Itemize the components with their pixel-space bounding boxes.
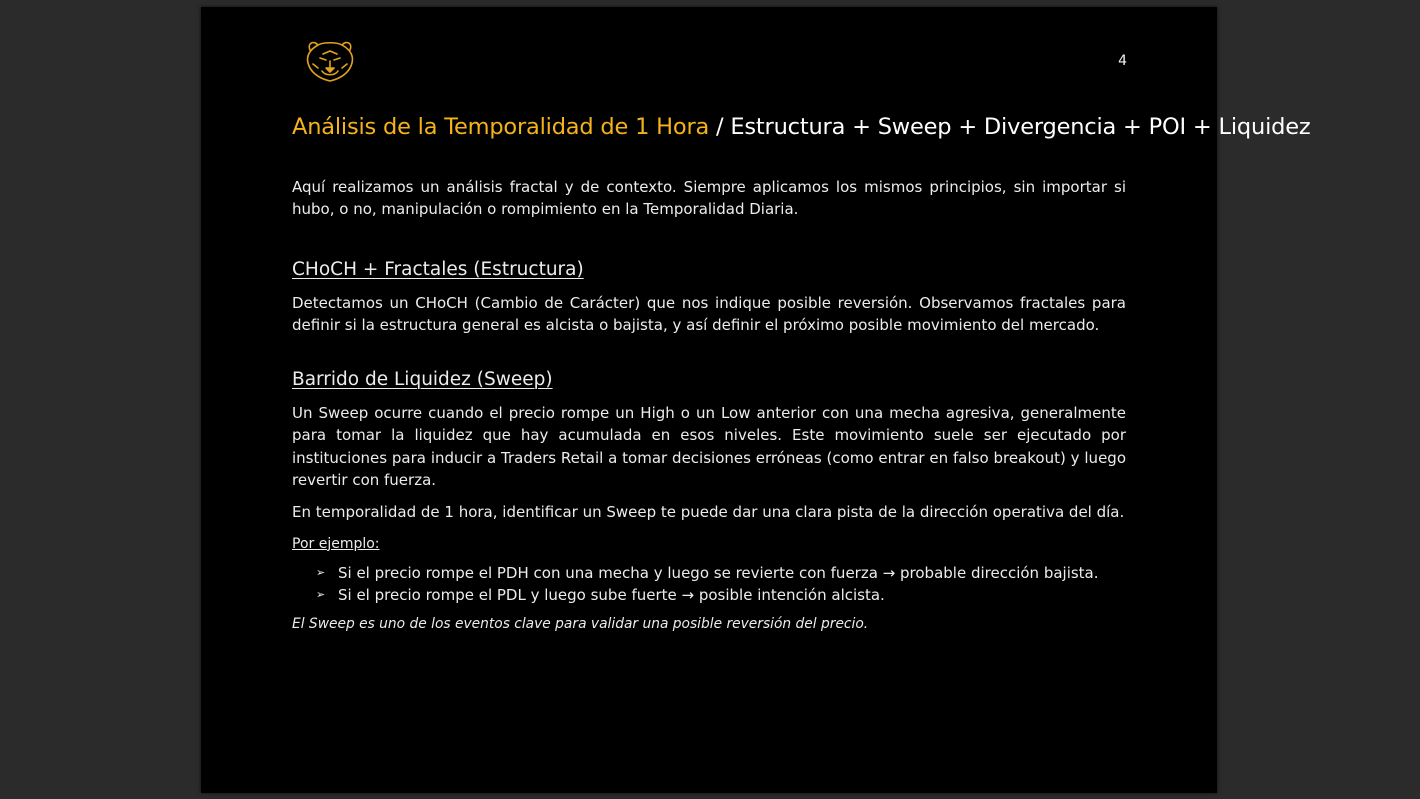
title-rest: / Estructura + Sweep + Divergencia + POI + Liquidez [709,114,1311,140]
arrowhead-bullet-icon: ➢ [316,565,326,579]
example-label: Por ejemplo: [292,535,380,552]
list-item [316,562,1126,585]
choch-paragraph: Detectamos un CHoCH (Cambio de Carácter) que nos indique posible reversión. Observamos fractales para definir si la estructura general es alcista o bajista, y así definir el próximo posible movimiento del mercado. [292,293,1126,334]
example-text: Si el precio rompe el PDH con una mecha y luego se revierte con fuerza → probable dirección bajista. [338,563,1099,582]
bear-logo-icon [301,38,359,84]
intro-paragraph: Aquí realizamos un análisis fractal y de contexto. Siempre aplicamos los mismos principios, sin importar si hubo, o no, manipulación o rompimiento en la Temporalidad Diaria. [292,178,1126,219]
arrowhead-bullet-icon: ➢ [316,588,326,602]
sweep-heading: Barrido de Liquidez (Sweep) [292,369,553,391]
page-content [292,112,1311,634]
title-accent: Análisis de la Temporalidad de 1 Hora [292,114,710,140]
page-number: 4 [1118,53,1127,69]
page-title [292,112,1311,142]
list-item [316,584,1126,607]
example-list [292,562,1126,607]
choch-heading: CHoCH + Fractales (Estructura) [292,258,584,280]
sweep-paragraph: Un Sweep ocurre cuando el precio rompe un High o un Low anterior con una mecha agresiva, generalmente para tomar la liquidez que hay acumulada en esos niveles. Este movimiento suele ser ejecutado por instituciones para inducir a Traders Retail a tomar decisiones erróneas (como entrar en falso breakout) y luego revertir con fuerza. [292,404,1126,490]
document-page [201,7,1311,793]
sweep-note: El Sweep es uno de los eventos clave para validar una posible reversión del precio. [292,615,869,632]
example-text: Si el precio rompe el PDL y luego sube fuerte → posible intención alcista. [338,586,885,605]
temporalidad-paragraph: En temporalidad de 1 hora, identificar un Sweep te puede dar una clara pista de la dirección operativa del día. [292,503,1125,522]
